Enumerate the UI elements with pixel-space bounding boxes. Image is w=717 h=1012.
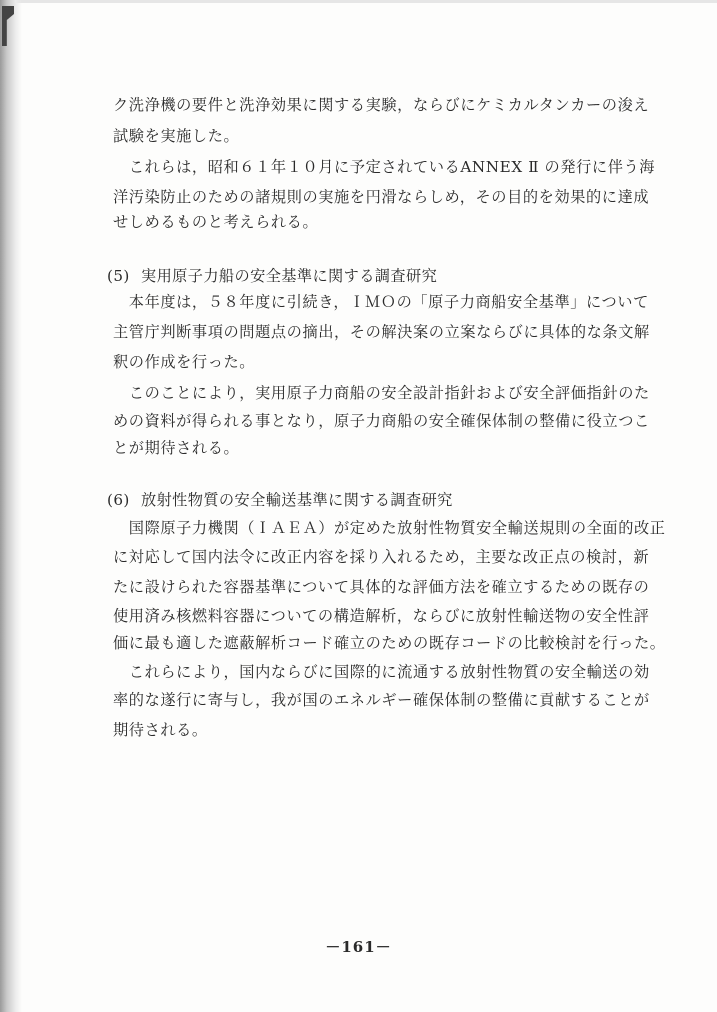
section-5-title: 実用原子力船の安全基準に関する調査研究: [141, 267, 438, 285]
body-line: 期待される。: [113, 721, 208, 739]
section-6-number: (6): [107, 491, 130, 509]
body-line: 本年度は，５８年度に引続き，ＩＭＯの「原子力商船安全基準」について: [113, 293, 649, 311]
page-number: －161－: [325, 938, 392, 956]
body-line: 試験を実施した。: [113, 127, 240, 145]
body-line: 使用済み核燃料容器についての構造解析，ならびに放射性輸送物の安全性評: [113, 607, 650, 625]
body-line: 率的な遂行に寄与し，我が国のエネルギー確保体制の整備に貢献することが: [113, 691, 650, 709]
body-line: たに設けられた容器基準について具体的な評価方法を確立するための既存の: [113, 578, 650, 596]
body-line: に対応して国内法令に改正内容を採り入れるため，主要な改正点の検討，新: [113, 548, 650, 566]
page-top-edge: [0, 0, 717, 3]
section-6-heading: [107, 490, 453, 510]
body-line: このことにより，実用原子力商船の安全設計指針および安全評価指針のた: [113, 384, 650, 402]
body-line: とが期待される。: [113, 439, 240, 457]
body-line: めの資料が得られる事となり，原子力商船の安全確保体制の整備に役立つこ: [113, 412, 650, 430]
section-5-number: (5): [107, 267, 130, 285]
body-line: ク洗浄機の要件と洗浄効果に関する実験，ならびにケミカルタンカーの浚え: [113, 96, 650, 114]
binding-shadow: [0, 0, 22, 1012]
body-line: 洋汚染防止のための諸規則の実施を円滑ならしめ，その目的を効果的に達成: [113, 188, 650, 206]
body-line: 主管庁判断事項の問題点の摘出，その解決案の立案ならびに具体的な条文解: [113, 323, 650, 341]
section-5-heading: [107, 266, 437, 286]
body-line: これらは，昭和６１年１０月に予定されているANNEX Ⅱ の発行に伴う海: [113, 158, 656, 176]
body-line: せしめるものと考えられる。: [113, 213, 319, 231]
body-line: 国際原子力機関（ＩＡＥＡ）が定めた放射性物質安全輸送規則の全面的改正: [113, 519, 666, 537]
body-line: 釈の作成を行った。: [113, 353, 256, 371]
body-line: これらにより，国内ならびに国際的に流通する放射性物質の安全輸送の効: [113, 663, 650, 681]
body-line: 価に最も適した遮蔽解析コード確立のための既存コードの比較検討を行った。: [113, 634, 666, 652]
section-6-title: 放射性物質の安全輸送基準に関する調査研究: [141, 491, 453, 509]
